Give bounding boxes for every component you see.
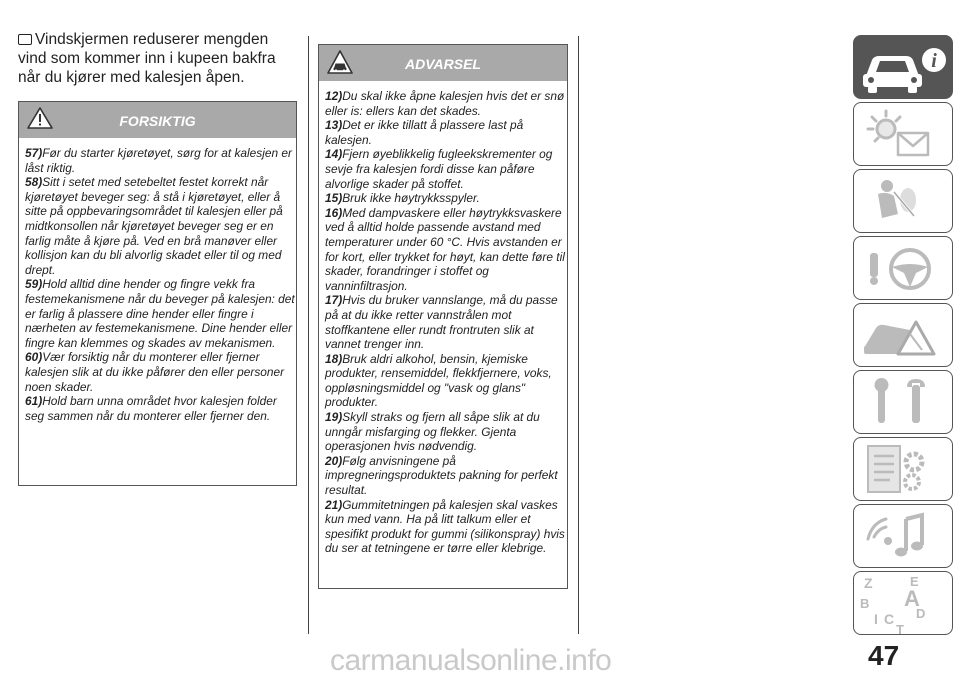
caution-item-text: Vær forsiktig når du monterer eller fjerner kalesjen slik at du ikke påfører den eller personer noen skader.: [25, 350, 285, 394]
multimedia-icon: [854, 505, 954, 569]
index-letter: T: [896, 622, 904, 636]
warning-item: [325, 293, 567, 351]
tab-index[interactable]: [853, 571, 953, 635]
tab-multimedia[interactable]: [853, 504, 953, 568]
index-letter: E: [910, 574, 919, 589]
caution-item-number: 58): [25, 175, 43, 190]
warning-item-number: 12): [325, 89, 343, 103]
technical-data-icon: [854, 438, 954, 502]
warning-item-number: 20): [325, 453, 343, 468]
warning-item-text: Bruk ikke høytrykksspyler.: [342, 191, 480, 206]
caution-item: [25, 175, 296, 277]
warning-item-text: Hvis du bruker vannslange, må du passe på at du ikke retter vannstrålen mot stoffkantene eller rundt frontruten slik at vannet trenger inn.: [325, 293, 558, 352]
svg-text:i: i: [931, 50, 937, 72]
caution-item: [25, 146, 296, 175]
warning-item: [325, 410, 567, 454]
car-info-icon: [854, 36, 954, 100]
index-letter: Z: [864, 575, 873, 591]
column-divider-left: [308, 36, 309, 634]
warning-item-number: 16): [325, 205, 343, 220]
page-number: 47: [868, 640, 900, 671]
warning-item-number: 17): [325, 293, 343, 308]
warning-item: [325, 498, 567, 556]
warning-item: [325, 147, 567, 191]
warning-item-number: 19): [325, 410, 343, 425]
caution-item: [25, 277, 296, 350]
warning-item: [325, 118, 567, 147]
caution-item-number: 59): [25, 277, 43, 292]
index-letter: D: [916, 606, 926, 621]
warning-item-number: 18): [325, 351, 343, 366]
index-letter: A: [904, 586, 920, 611]
warning-item-number: 21): [325, 497, 343, 512]
warning-item-text: Skyll straks og fjern all såpe slik at du unngår misfarging og flekker. Gjenta operasjonen hvis nødvendig.: [325, 410, 540, 454]
caution-header: [19, 102, 296, 138]
airbag-icon: [854, 170, 954, 234]
warning-item: [325, 89, 567, 118]
caution-item-text: Sitt i setet med setebeltet festet korrekt når kjøretøyet beveger seg: å stå i kjøretøyet, eller å sitte på oppbevaringsområdet til kalesjen eller på midtkonsollen når kjøretøyet beveger seg er en farlig måte å kjøre på. Ved en brå manøver eller kollisjon kan du bli alvorlig skadet eller til og med drept.: [25, 175, 283, 277]
index-letter: B: [860, 596, 870, 611]
warning-title: ADVARSEL: [405, 56, 481, 72]
caution-item-number: 57): [25, 146, 43, 160]
emergency-icon: [854, 304, 954, 368]
book-icon: [18, 34, 32, 45]
warning-item-text: Bruk aldri alkohol, bensin, kjemiske produkter, rensemiddel, flekkfjernere, voks, oppløsningsmiddel og "vask og glans" produkter.: [325, 351, 552, 410]
warning-item-number: 13): [325, 118, 343, 133]
intro-text: Vindskjermen reduserer mengden vind som kommer inn i kupeen bakfra når du kjører med kalesjen åpen.: [18, 31, 276, 86]
caution-box: [18, 101, 297, 486]
tab-warning-lights[interactable]: [853, 102, 953, 166]
warning-item-number: 15): [325, 191, 343, 206]
warning-item: [325, 206, 567, 294]
caution-item-text: Før du starter kjøretøyet, sørg for at kalesjen er låst riktig.: [25, 146, 292, 175]
warning-item-text: Gummitetningen på kalesjen skal vaskes kun med vann. Ha på litt talkum eller et spesifikt produkt for gummi (silikonspray) hvis du ser at tetningene er tørre eller klebrige.: [325, 497, 565, 556]
tab-safety[interactable]: [853, 169, 953, 233]
index-letter: I: [874, 611, 878, 627]
warning-header: [319, 45, 567, 81]
tab-starting-driving[interactable]: [853, 236, 953, 300]
caution-item: [25, 350, 296, 394]
caution-list: [19, 138, 296, 423]
warning-lights-icon: [854, 103, 954, 167]
caution-item-number: 60): [25, 350, 43, 365]
caution-item: [25, 394, 296, 423]
warning-box: [318, 44, 568, 589]
tab-emergency[interactable]: [853, 303, 953, 367]
tab-car-info[interactable]: [853, 35, 953, 99]
wrench-icon: [854, 371, 954, 435]
warning-item-text: Følg anvisningene på impregneringsproduktets pakning for perfekt resultat.: [325, 453, 558, 498]
warning-item: [325, 191, 567, 206]
watermark: carmanualsonline.info: [330, 644, 612, 677]
caution-item-number: 61): [25, 394, 43, 409]
index-letter: C: [884, 611, 895, 627]
caution-item-text: Hold barn unna området hvor kalesjen folder seg sammen når du monterer eller fjerner den.: [25, 394, 277, 423]
alphabet-index-icon: [854, 572, 954, 636]
warning-item-text: Du skal ikke åpne kalesjen hvis det er snø eller is: ellers kan det skades.: [325, 89, 565, 118]
warning-item-text: Det er ikke tillatt å plassere last på kalesjen.: [325, 118, 524, 147]
tab-technical-data[interactable]: [853, 437, 953, 501]
intro-paragraph: [18, 30, 298, 87]
warning-item-text: Med dampvaskere eller høytrykksvaskere ved å alltid holde passende avstand med temperaturer under 60 °C. Hvis avstanden er for kort, eller trykket for høyt, kan dette føre til skader, forandringer i stoffet og vanninfiltrasjon.: [325, 205, 565, 293]
column-divider-right: [578, 36, 579, 634]
tab-maintenance[interactable]: [853, 370, 953, 434]
warning-list: [319, 81, 567, 556]
steering-wheel-icon: [854, 237, 954, 301]
warning-item: [325, 454, 567, 498]
warning-item: [325, 352, 567, 410]
warning-item-text: Fjern øyeblikkelig fugleekskrementer og sevje fra kalesjen fordi disse kan påføre alvorlige skader på stoffet.: [325, 147, 553, 191]
warning-item-number: 14): [325, 147, 343, 162]
caution-item-text: Hold alltid dine hender og fingre vekk fra festemekanismene når du beveger på kalesjen: det er farlig å plassere dine hender eller fingre i nærheten av festemekanismene. Dine hender eller fingre kan klemmes og skades av mekanismen.: [25, 277, 295, 350]
caution-title: FORSIKTIG: [119, 113, 196, 129]
